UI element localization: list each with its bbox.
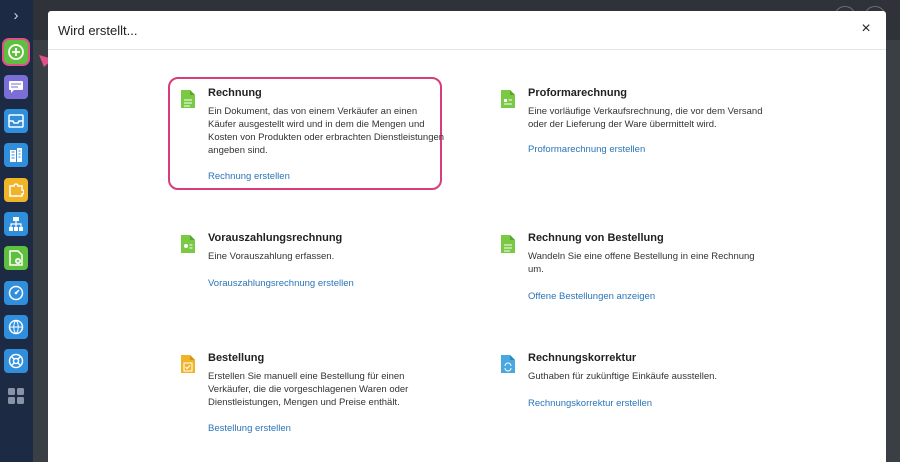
option-card-proformarechnung[interactable] (490, 79, 763, 179)
option-description: Erstellen Sie manuell eine Bestellung für einen Verkäufer, die die vorgeschlagenen Waren oder Dienstleistungen, Mengen und Preise enthält. (208, 371, 409, 408)
left-sidebar (0, 0, 33, 462)
messages-button[interactable] (4, 75, 28, 99)
prepayment-doc-icon (180, 234, 196, 254)
lifebuoy-icon (8, 353, 24, 369)
option-link[interactable]: Proformarechnung erstellen (528, 144, 646, 155)
option-description: Guthaben für zukünftige Einkäufe ausstellen. (528, 371, 718, 382)
inbox-icon (8, 114, 24, 128)
option-card-bestellung[interactable] (170, 344, 440, 439)
dialog-title: Wird erstellt... (58, 22, 138, 38)
option-link[interactable]: Rechnungskorrektur erstellen (528, 398, 653, 409)
create-dialog (48, 11, 886, 462)
option-title: Vorauszahlungsrechnung (208, 232, 343, 244)
order-clipboard-icon (180, 354, 196, 374)
apps-grid-icon (7, 387, 25, 405)
companies-button[interactable] (4, 143, 28, 167)
documents-button[interactable] (4, 246, 28, 270)
building-icon (9, 147, 23, 163)
chat-icon (8, 80, 24, 94)
option-title: Rechnung von Bestellung (528, 232, 664, 244)
option-card-vorauszahlungsrechnung[interactable] (170, 224, 440, 304)
option-card-rechnung-von-bestellung[interactable] (490, 224, 760, 304)
close-icon[interactable]: × (861, 20, 871, 37)
integrations-button[interactable] (4, 178, 28, 202)
puzzle-icon (8, 182, 24, 198)
option-title: Rechnungskorrektur (528, 352, 637, 364)
option-title: Bestellung (208, 352, 265, 364)
dialog-header (48, 11, 886, 50)
invoice-doc-icon (180, 89, 196, 109)
apps-button[interactable] (4, 384, 28, 408)
option-description: Wandeln Sie eine offene Bestellung in eine Rechnung um. (528, 251, 755, 275)
sidebar-expand-icon[interactable]: › (13, 7, 19, 24)
option-card-rechnungskorrektur[interactable] (490, 344, 760, 424)
globe-settings-icon (8, 319, 24, 335)
inbox-button[interactable] (4, 109, 28, 133)
option-card-rechnung[interactable] (168, 77, 445, 190)
plus-circle-icon (7, 43, 25, 61)
option-description: Ein Dokument, das von einem Verkäufer an einen Käufer ausgestellt wird und in dem die Mengen und Kosten von Produkten oder erbrachten Dienstleistungen angeben sind. (208, 106, 445, 156)
option-title: Proformarechnung (528, 87, 628, 99)
credit-note-doc-icon (500, 354, 516, 374)
option-description: Eine Vorauszahlung erfassen. (208, 251, 335, 262)
order-invoice-doc-icon (500, 234, 516, 254)
help-button[interactable] (4, 349, 28, 373)
option-link[interactable]: Bestellung erstellen (208, 423, 291, 434)
globe-settings-button[interactable] (4, 315, 28, 339)
proforma-doc-icon (500, 89, 516, 109)
option-link[interactable]: Vorauszahlungsrechnung erstellen (208, 278, 354, 289)
hierarchy-icon (8, 216, 24, 232)
dashboard-gauge-icon (8, 285, 24, 301)
option-title: Rechnung (208, 87, 262, 99)
option-link[interactable]: Offene Bestellungen anzeigen (528, 291, 656, 302)
option-link[interactable]: Rechnung erstellen (208, 171, 290, 182)
document-add-icon (9, 250, 23, 266)
dashboard-button[interactable] (4, 281, 28, 305)
create-new-button[interactable] (4, 40, 28, 64)
option-description: Eine vorläufige Verkaufsrechnung, die vor dem Versand oder der Lieferung der Ware übermittelt wird. (528, 106, 763, 130)
structure-button[interactable] (4, 212, 28, 236)
